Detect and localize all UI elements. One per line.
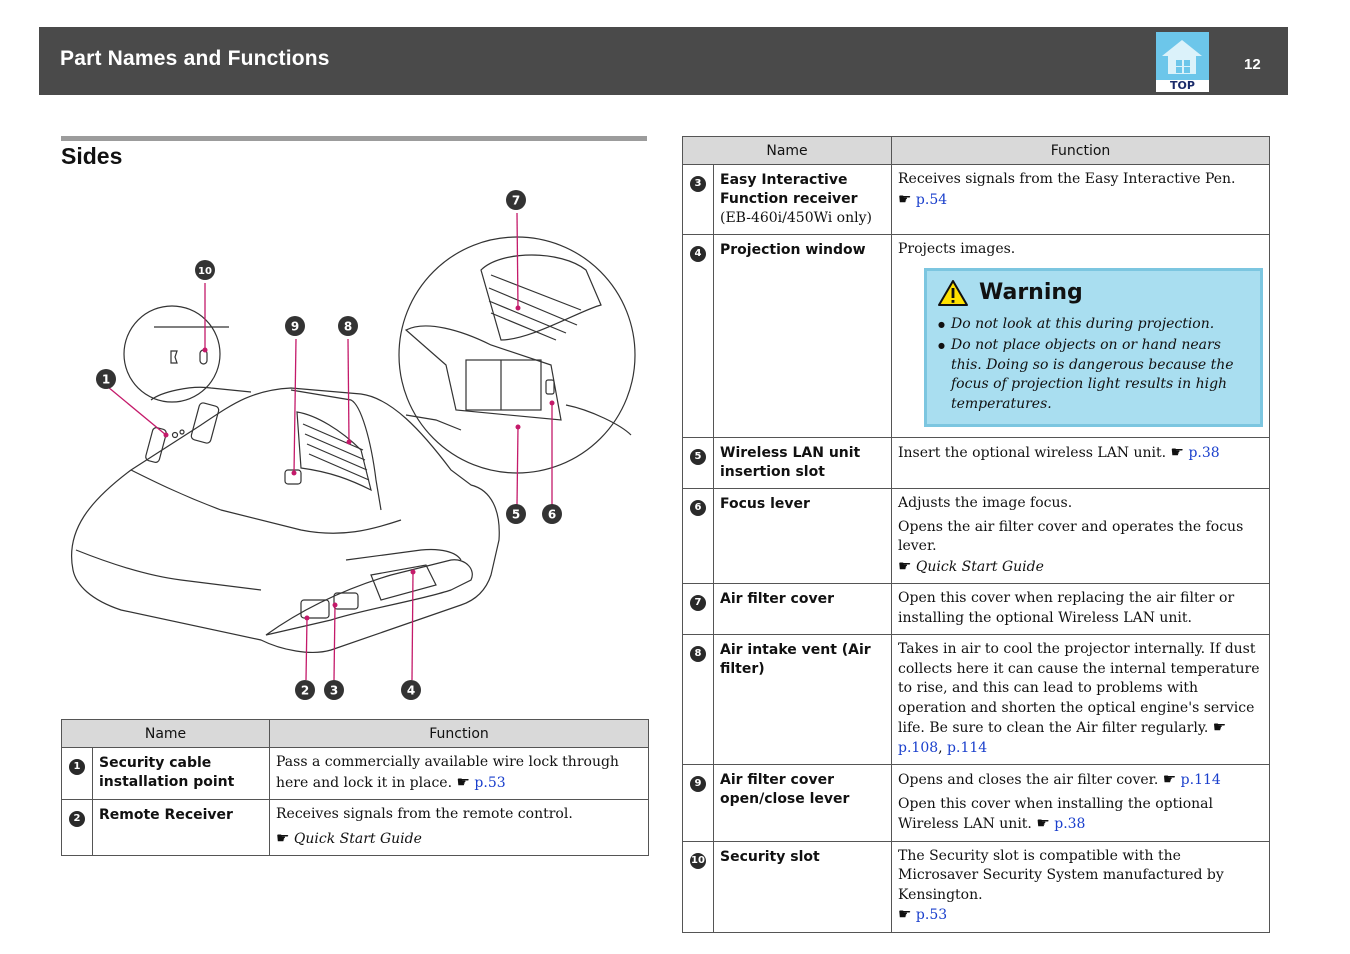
svg-text:10: 10 [198, 266, 212, 277]
pointing-hand-icon: ☛ [276, 828, 290, 847]
page-link[interactable]: p.53 [474, 774, 506, 791]
pointing-hand-icon: ☛ [898, 905, 912, 923]
page-link[interactable]: p.38 [1188, 445, 1220, 461]
part-name: Air filter cover [720, 591, 834, 607]
svg-text:3: 3 [329, 683, 339, 698]
part-name: Security cable installation point [99, 755, 235, 790]
callout-3 [324, 680, 344, 700]
svg-text:5: 5 [511, 507, 521, 522]
pointing-hand-icon: ☛ [898, 556, 912, 575]
page-header [39, 27, 1288, 95]
table-row [683, 765, 1270, 842]
part-name: Security slot [720, 848, 820, 865]
row-number: 4 [690, 246, 706, 262]
callout-1 [96, 369, 116, 389]
svg-text:9: 9 [290, 319, 300, 334]
pointing-hand-icon: ☛ [456, 772, 470, 791]
callout-4 [401, 680, 421, 700]
part-function: Adjusts the image focus. Opens the air filter cover and operates the focus lever. ☛ Quick Start Guide [892, 489, 1270, 584]
table-row [683, 841, 1270, 932]
row-number: 7 [690, 595, 706, 611]
part-function: Receives signals from the remote control. ☛ Quick Start Guide [270, 800, 649, 856]
table-row [683, 489, 1270, 584]
table-row [683, 438, 1270, 489]
part-name: Focus lever [720, 496, 810, 512]
part-name: Remote Receiver [99, 807, 233, 823]
svg-text:7: 7 [511, 193, 521, 208]
page-number: 12 [1244, 56, 1261, 73]
pointing-hand-icon: ☛ [898, 189, 912, 208]
projector-illustration [61, 180, 647, 710]
svg-text:8: 8 [343, 319, 353, 334]
part-function: Open this cover when replacing the air filter or installing the optional Wireless LAN unit. [892, 584, 1270, 635]
pointing-hand-icon: ☛ [1162, 770, 1177, 788]
header-title: Part Names and Functions [60, 47, 330, 70]
model-note: (EB-460i/450Wi only) [720, 210, 872, 226]
svg-text:2: 2 [300, 683, 310, 698]
part-name: Wireless LAN unit insertion slot [720, 445, 861, 480]
warning-icon [937, 279, 969, 307]
page-link[interactable]: p.114 [947, 739, 988, 756]
section-title: Sides [61, 143, 123, 169]
guide-reference: Quick Start Guide [915, 558, 1044, 575]
list-item: ● Do not look at this during projection. [951, 315, 1250, 335]
callout-6 [542, 504, 562, 524]
warning-list [937, 315, 1250, 415]
pointing-hand-icon: ☛ [1212, 718, 1227, 736]
pointing-hand-icon: ☛ [1170, 443, 1184, 461]
part-function: Projects images. Warning ● Do not look at this during projection. ● Do not place objects on or hand nears this. Doing so is dangerous because the focus of projection light results in high temperatures. [892, 235, 1270, 438]
guide-reference: Quick Start Guide [293, 830, 422, 847]
row-number: 5 [690, 449, 706, 465]
part-name: Easy Interactive Function receiver [720, 172, 858, 207]
col-header-function: Function [892, 137, 1270, 165]
part-name: Air intake vent (Air filter) [720, 642, 871, 677]
part-function: Takes in air to cool the projector internally. If dust collects here it can cause the internal temperature to rise, and this can lead to problems with operation and shorten the optical engine's service life. Be sure to clean the Air filter regularly. ☛ p.108, p.114 [892, 635, 1270, 765]
warning-title: Warning [979, 279, 1083, 305]
part-name: Projection window [720, 242, 866, 258]
page-link[interactable]: p.114 [1180, 772, 1221, 788]
table-row [683, 635, 1270, 765]
row-number: 2 [69, 811, 85, 827]
section-rule [61, 136, 647, 141]
table-row [62, 800, 649, 856]
callout-2 [295, 680, 315, 700]
top-label: TOP [1170, 79, 1195, 92]
callout-7 [506, 190, 526, 210]
part-name: Air filter cover open/close lever [720, 772, 850, 807]
callout-10 [195, 260, 215, 280]
callout-9 [285, 316, 305, 336]
table-row [62, 748, 649, 800]
parts-table-right [682, 136, 1270, 933]
part-function: Opens and closes the air filter cover. ☛ p.114 Open this cover when installing the optional Wireless LAN unit. ☛ p.38 [892, 765, 1270, 842]
part-function: Receives signals from the Easy Interactive Pen. ☛ p.54 [892, 165, 1270, 235]
page-link[interactable]: p.108 [898, 739, 939, 756]
row-number: 6 [690, 500, 706, 516]
table-row [683, 165, 1270, 235]
col-header-name: Name [683, 137, 892, 165]
table-row [683, 584, 1270, 635]
page-link[interactable]: p.54 [915, 191, 948, 208]
callout-5 [506, 504, 526, 524]
svg-text:6: 6 [547, 507, 557, 522]
page-link[interactable]: p.53 [915, 907, 948, 923]
page-link[interactable]: p.38 [1054, 816, 1086, 832]
list-item: ● Do not place objects on or hand nears this. Doing so is dangerous because the focus of projection light results in high temperatures. [951, 336, 1250, 414]
pointing-hand-icon: ☛ [1036, 814, 1050, 832]
row-number: 10 [690, 853, 706, 869]
parts-table-left [61, 719, 649, 856]
row-number: 8 [690, 646, 706, 662]
part-function: Insert the optional wireless LAN unit. ☛ p.38 [892, 438, 1270, 489]
col-header-name: Name [62, 720, 270, 748]
part-function: Pass a commercially available wire lock through here and lock it in place. ☛ p.53 [270, 748, 649, 800]
col-header-function: Function [270, 720, 649, 748]
svg-text:1: 1 [101, 372, 111, 387]
row-number: 9 [690, 776, 706, 792]
home-icon [1156, 32, 1209, 92]
row-number: 3 [690, 176, 706, 192]
svg-text:4: 4 [406, 683, 416, 698]
row-number: 1 [69, 759, 85, 775]
warning-box [924, 268, 1263, 428]
top-button[interactable] [1156, 32, 1209, 92]
callout-8 [338, 316, 358, 336]
table-row [683, 235, 1270, 438]
part-function: The Security slot is compatible with the Microsaver Security System manufactured by Kensington. ☛ p.53 [892, 841, 1270, 932]
